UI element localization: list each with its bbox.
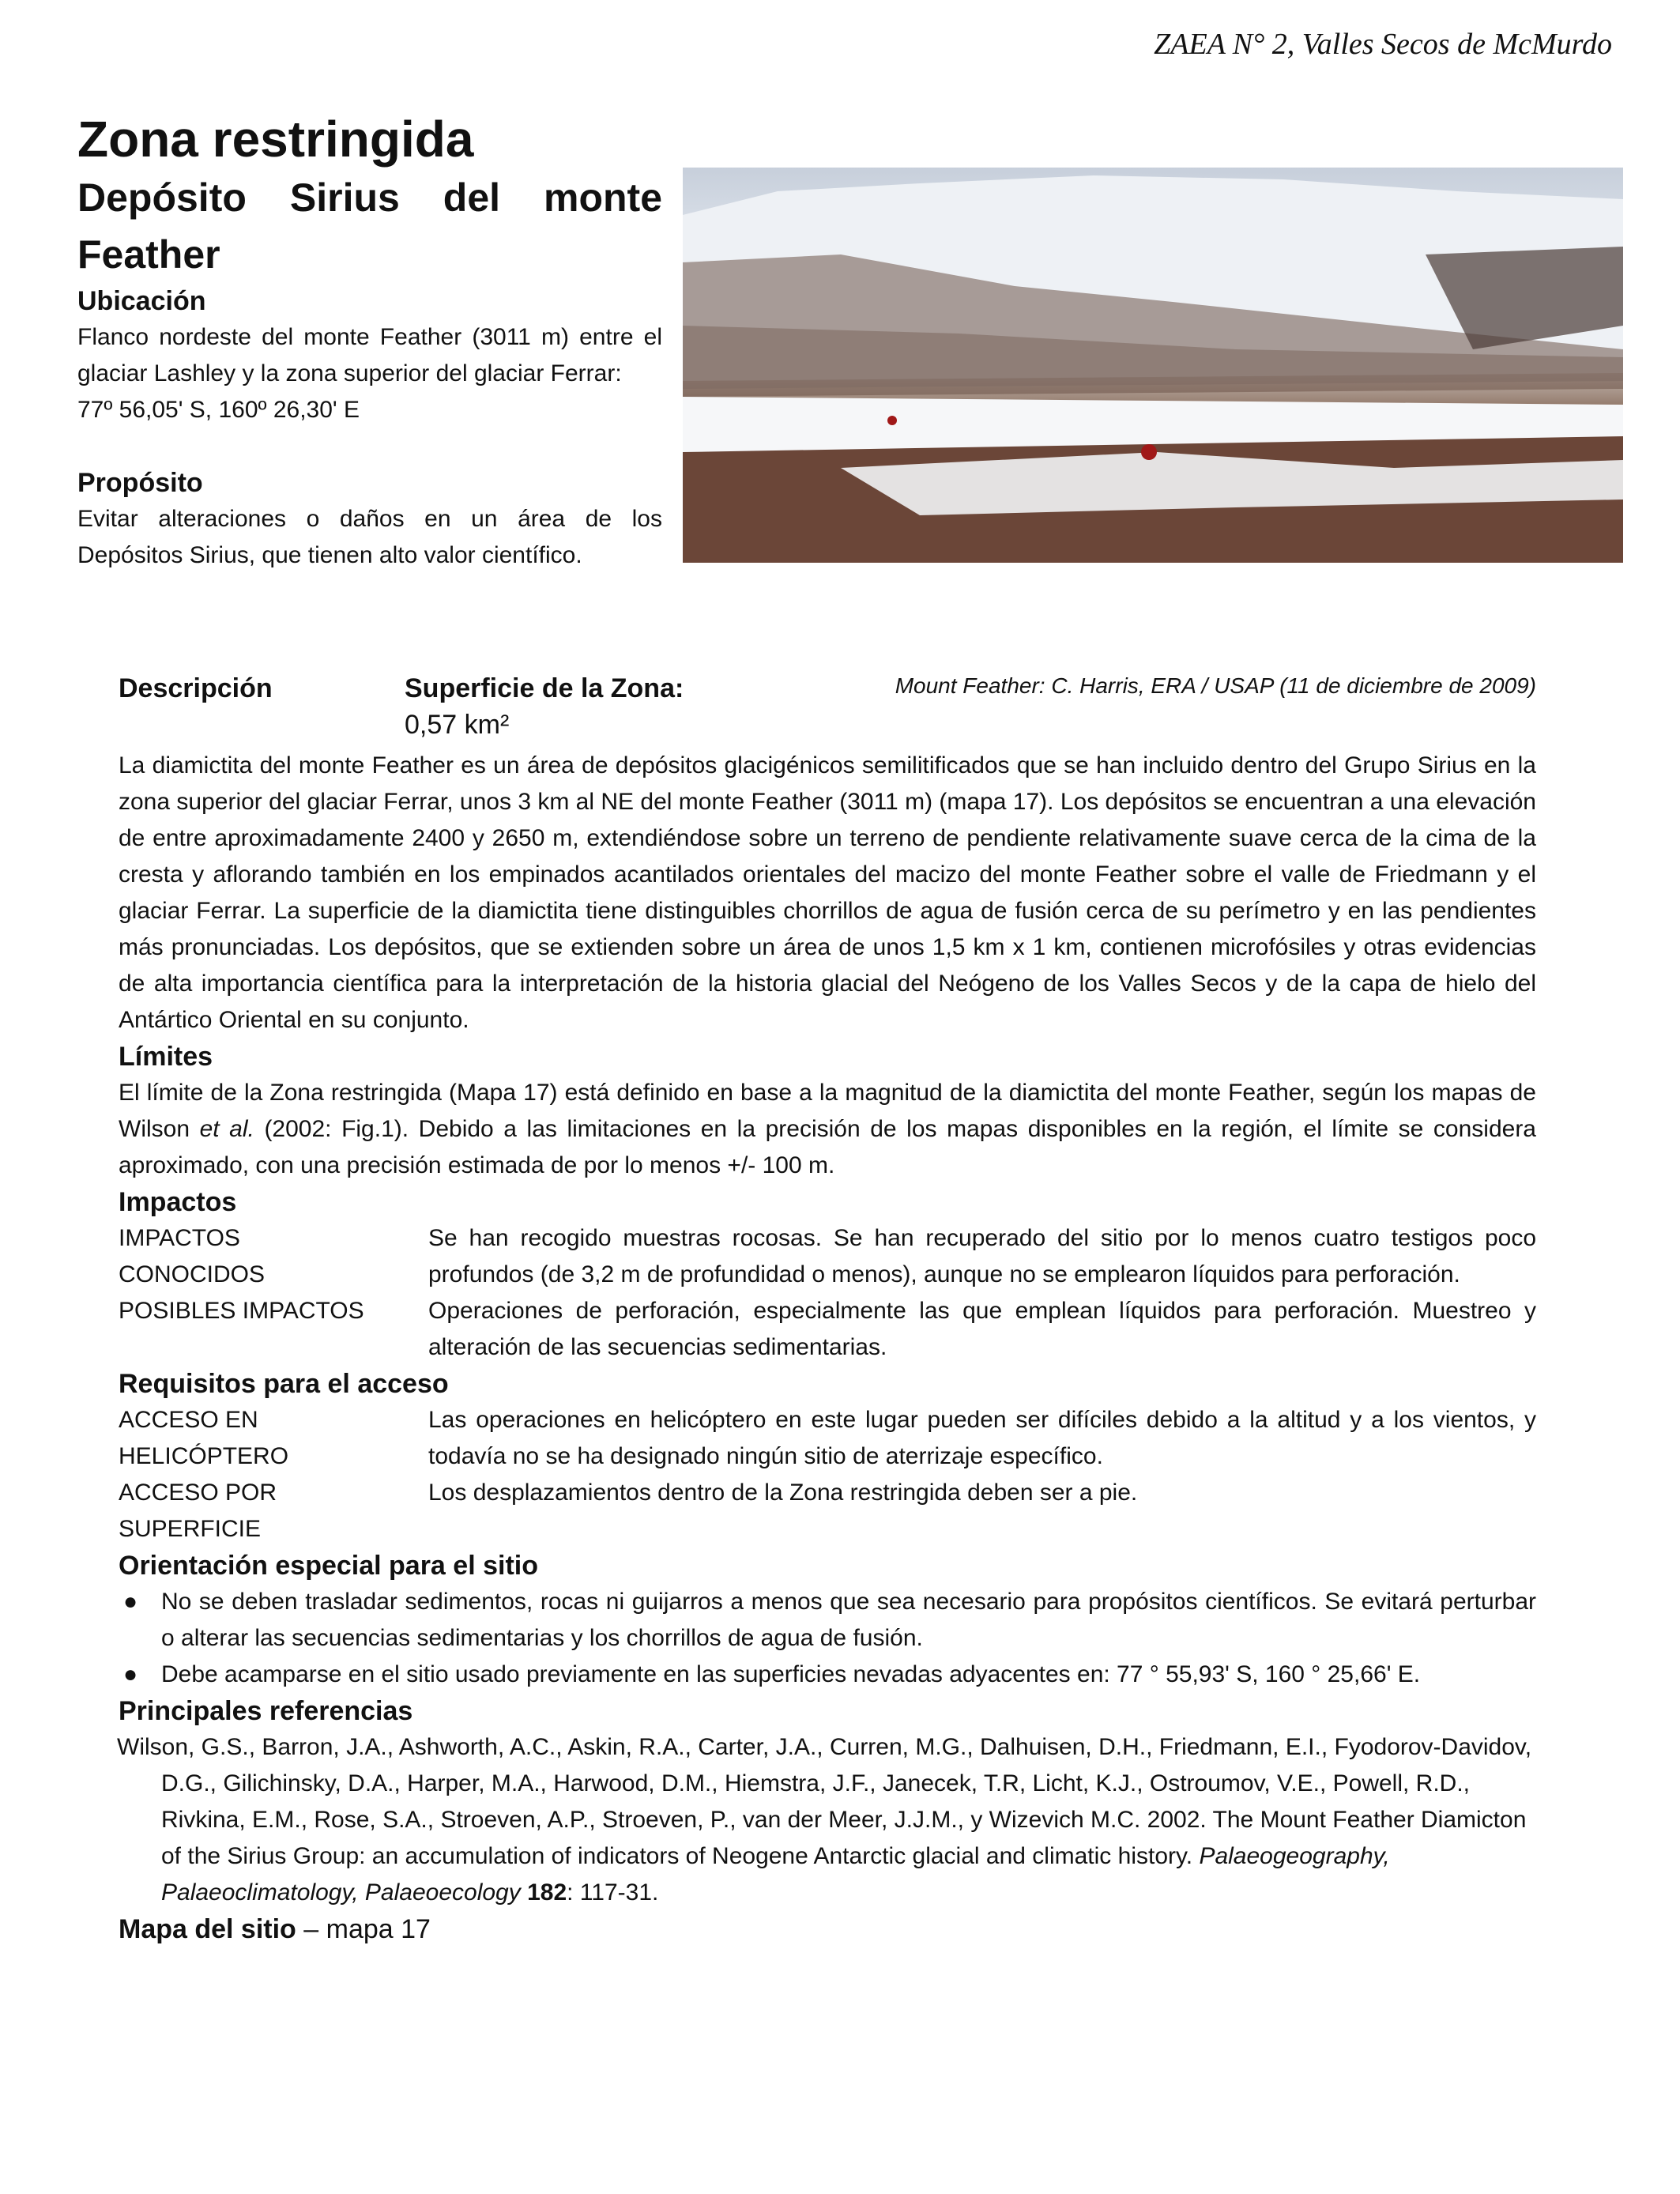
acceso-row-label: ACCESO POR SUPERFICIE	[119, 1480, 277, 1542]
main-content	[119, 670, 1536, 1947]
page-title: Zona restringida	[77, 111, 474, 168]
impactos-heading: Impactos	[119, 1187, 237, 1217]
bullet-icon: ●	[123, 1661, 138, 1687]
ubicacion-coords: 77º 56,05' S, 160º 26,30' E	[77, 397, 360, 423]
list-item	[119, 1657, 1536, 1693]
proposito-text: Evitar alteraciones o daños en un área de los Depósitos Sirius, que tienen alto valor científico.	[77, 506, 662, 568]
photo-illustration	[683, 168, 1623, 563]
orientacion-heading: Orientación especial para el sitio	[119, 1551, 538, 1581]
list-item	[119, 1584, 1536, 1657]
reference-text: Wilson, G.S., Barron, J.A., Ashworth, A.C., Askin, R.A., Carter, J.A., Curren, M.G., Dalhuisen, D.H., Friedmann, E.I., Fyodorov-Davidov, D.G., Gilichinsky, D.A., Harper, M.A., Harwood, D.M., Hiemstra, J.F., Janecek, T.R, Licht, K.J., Ostroumov, V.E., Powell, R.D., Rivkina, E.M., Rose, S.A., Stroeven, A.P., Stroeven, P., van der Meer, J.J.M., y Wizevich M.C. 2002. The Mount Feather Diamicton of the Sirius Group: an accumulation of indicators of Neogene Antarctic glacial and climatic history.	[117, 1734, 1532, 1869]
intro-column	[77, 109, 662, 574]
mapa-line	[119, 1911, 1536, 1947]
orientacion-list	[119, 1584, 1536, 1693]
reference-pages: : 117-31.	[567, 1879, 659, 1906]
reference-volume: 182	[527, 1879, 567, 1906]
impactos-row-text: Operaciones de perforación, especialmente las que emplean líquidos para perforación. Muestreo y alteración de las secuencias sedimentarias.	[428, 1298, 1536, 1360]
reference-journal: Palaeogeography, Palaeoclimatology, Palaeoecology	[161, 1843, 1390, 1906]
area-block	[405, 670, 684, 743]
bullet-icon: ●	[123, 1589, 138, 1615]
impactos-row-label: IMPACTOS CONOCIDOS	[119, 1225, 266, 1287]
impactos-row	[119, 1293, 1536, 1366]
acceso-row	[119, 1402, 1536, 1475]
proposito-heading: Propósito	[77, 468, 203, 498]
ubicacion-heading: Ubicación	[77, 286, 206, 316]
reference-entry	[117, 1729, 1536, 1911]
mount-feather-photo	[683, 168, 1623, 563]
impactos-row-text: Se han recogido muestras rocosas. Se han recuperado del sitio por lo menos cuatro testigos poco profundos (de 3,2 m de profundidad o menos), aunque no se emplearon líquidos para perforación.	[428, 1225, 1536, 1287]
mapa-heading: Mapa del sitio	[119, 1914, 296, 1944]
descripcion-heading: Descripción	[119, 673, 273, 703]
mapa-text: – mapa 17	[296, 1914, 431, 1944]
area-label: Superficie de la Zona:	[405, 673, 684, 703]
limites-text	[119, 1075, 1536, 1184]
ubicacion-text: Flanco nordeste del monte Feather (3011 m) entre el glaciar Lashley y la zona superior del glaciar Ferrar:	[77, 324, 662, 386]
referencias-heading: Principales referencias	[119, 1696, 413, 1726]
limites-heading: Límites	[119, 1042, 213, 1072]
acceso-row-label: ACCESO EN HELICÓPTERO	[119, 1407, 289, 1469]
descripcion-text: La diamictita del monte Feather es un área de depósitos glacigénicos semilitificados que se han incluido dentro del Grupo Sirius en la zona superior del glaciar Ferrar, unos 3 km al NE del monte Feather (3011 m) (mapa 17). Los depósitos se encuentran a una elevación de entre aproximadamente 2400 y 2650 m, extendiéndose sobre un terreno de pendiente relativamente suave cerca de la cima de la cresta y aflorando también en los empinados acantilados orientales del macizo del monte Feather sobre el valle de Friedmann y el glaciar Ferrar. La superficie de la diamictita tiene distinguibles chorrillos de agua de fusión cerca de su perímetro y en las pendientes más pronunciadas. Los depósitos, que se extienden sobre un área de unos 1,5 km x 1 km, contienen microfósiles y otras evidencias de alta importancia científica para la interpretación de la historia glacial del Neógeno de los Valles Secos y de la capa de hielo del Antártico Oriental en su conjunto.	[119, 752, 1536, 1033]
photo-caption: Mount Feather: C. Harris, ERA / USAP (11 de diciembre de 2009)	[895, 673, 1536, 698]
descripcion-header-row	[119, 670, 1536, 748]
acceso-heading: Requisitos para el acceso	[119, 1369, 449, 1399]
acceso-row-text: Los desplazamientos dentro de la Zona restringida deben ser a pie.	[428, 1480, 1138, 1506]
acceso-row-text: Las operaciones en helicóptero en este lugar pueden ser difíciles debido a la altitud y a los vientos, y todavía no se ha designado ningún sitio de aterrizaje específico.	[428, 1407, 1536, 1469]
limites-text-b: (2002: Fig.1). Debido a las limitaciones en la precisión de los mapas disponibles en la región, el límite se considera aproximado, con una precisión estimada de por lo menos +/- 100 m.	[119, 1116, 1536, 1178]
acceso-row	[119, 1475, 1536, 1547]
running-header: ZAEA N° 2, Valles Secos de McMurdo	[1154, 28, 1612, 61]
impactos-row	[119, 1220, 1536, 1293]
area-value: 0,57 km²	[405, 710, 510, 740]
list-item-text: Debe acamparse en el sitio usado previamente en las superficies nevadas adyacentes en: 77 ° 55,93' S, 160 ° 25,66' E.	[161, 1661, 1421, 1687]
page-subtitle: Depósito Sirius del monte Feather	[77, 175, 662, 277]
limites-text-a: El límite de la Zona restringida (Mapa 17) está definido en base a la magnitud de la diamictita del monte Feather, según los mapas de Wilson	[119, 1080, 1536, 1142]
impactos-row-label: POSIBLES IMPACTOS	[119, 1298, 364, 1324]
list-item-text: No se deben trasladar sedimentos, rocas ni guijarros a menos que sea necesario para propósitos científicos. Se evitará perturbar o alterar las secuencias sedimentarias y los chorrillos de agua de fusión.	[161, 1589, 1536, 1651]
limites-text-em: et al.	[199, 1116, 254, 1142]
